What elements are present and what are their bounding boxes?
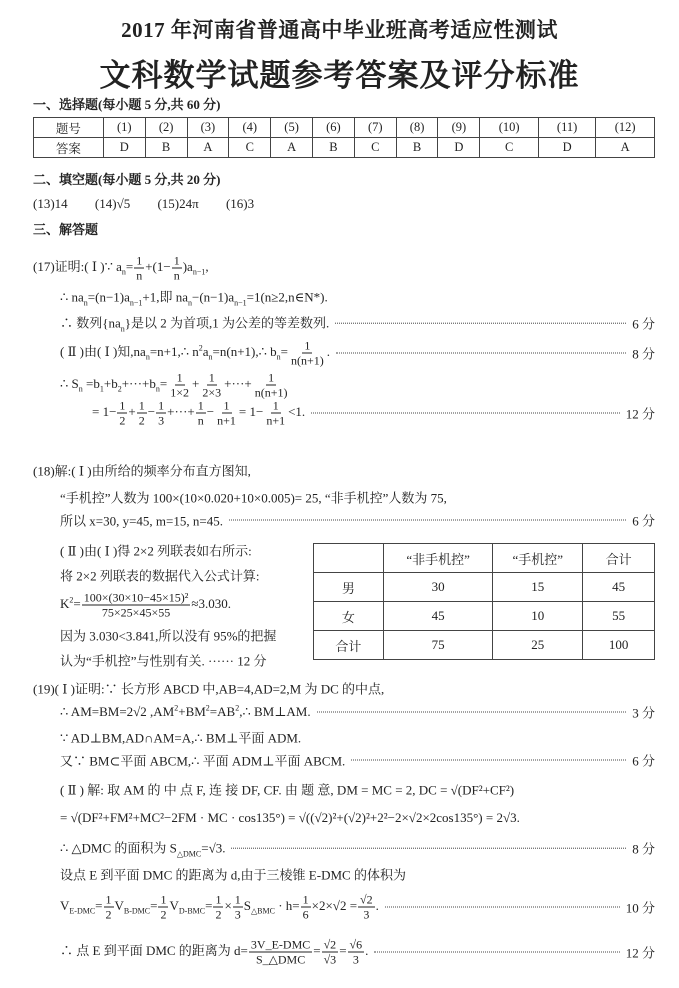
text-run: <1. [288,403,306,419]
line-text [60,704,311,720]
solution-line [60,838,655,859]
text-run: V [60,897,70,913]
numerator: 1 [119,398,126,413]
numerator: 1 [302,892,309,907]
table-cell: 15 [493,573,583,602]
fill-answer: (13)14 [33,196,68,211]
numerator: √6 [349,937,363,952]
denominator: 1×2 [170,385,189,400]
answer-cell: C [354,138,396,158]
numerator: 1 [197,398,204,413]
text-run: =(n−1)a [87,289,130,305]
answer-cell: D [538,138,595,158]
numerator: 1 [138,398,145,413]
text-run: + [128,403,136,419]
text-run: = [313,942,321,958]
dotted-leader [231,848,626,849]
question-number: (12) [596,118,655,138]
denominator: n [173,268,180,283]
numerator: 1 [272,398,279,413]
text-run: +BM [178,704,206,720]
line-text [60,651,267,670]
dotted-leader [385,907,620,908]
line-text [60,287,328,308]
text-run: +···+b [121,375,156,391]
fraction [253,371,290,400]
subscript: n [120,324,125,334]
line-text [60,488,447,507]
text-run: ∴ na [60,289,84,305]
line-text [60,865,406,884]
text-run: 认为“手机控”与性别有关. ······ 12 分 [60,653,267,669]
text-run: = √(DF²+FM²+MC²−2FM · MC · cos135°) = √((√2)²+(√2)²+2²−2×√2×2cos135°) = 2√3. [60,810,520,825]
subscript: n [145,352,150,362]
text-run: (18)解:( Ⅰ )由所给的频率分布直方图知, [33,463,251,479]
text-run: = [73,595,81,611]
subscript: n [155,384,160,394]
subscript: n [78,384,83,394]
answer-cell: C [480,138,539,158]
line-text [60,339,330,368]
subscript: D-BMC [178,906,206,916]
text-run: +b [103,375,118,391]
solution-line [60,703,655,722]
subscript: n [121,267,126,277]
denominator: n+1 [266,413,286,428]
denominator: 2 [160,907,167,922]
solution-line [33,461,251,480]
solution-line [60,541,252,560]
subscript: n−1 [129,298,143,308]
numerator: √2 [360,892,373,907]
denominator: S_△DMC [255,952,306,967]
dotted-leader [335,323,626,324]
line-text [60,893,379,922]
text-run: . [326,343,330,359]
question-number: (2) [145,118,187,138]
text-run: a [202,343,209,359]
solution-line [60,287,328,308]
fraction [215,399,238,428]
dotted-leader [317,712,627,713]
superscript: 2 [198,343,203,353]
denominator: n [197,413,204,428]
text-run: −(n−1)a [192,289,235,305]
score-label: 8 分 [632,346,655,362]
solution-line [33,679,384,698]
denominator: 2 [215,907,222,922]
text-run: =AB [209,704,236,720]
line-text [60,541,252,560]
table-row [34,138,655,158]
table-cell: 30 [383,573,493,602]
denominator: 3 [363,907,370,922]
table-cell: 10 [493,602,583,631]
document-title: 文科数学试题参考答案及评分标准 [99,58,580,94]
fill-answer: (14)√5 [94,196,131,211]
numerator: 1 [234,892,241,907]
denominator: 75×25×45×55 [101,605,171,620]
superscript: 2 [205,703,210,713]
table-cell: 女 [314,602,384,631]
text-run: +1,即 na [142,289,189,305]
denominator: 2 [105,907,112,922]
text-run: = 1− [92,403,117,419]
solution-line [60,810,520,826]
table-cell: 100 [583,631,655,660]
solution-line [60,751,655,770]
line-text [92,399,305,428]
answer-cell: D [438,138,480,158]
text-run: . [375,897,379,913]
answer-cell: A [596,138,655,158]
subscript: B-DMC [123,906,151,916]
section1-title: 一、选择题(每小题 5 分,共 60 分) [33,97,221,112]
subscript: n−1 [192,267,206,277]
numerator: 1 [173,253,180,268]
solution-line [33,254,209,283]
dotted-leader [336,353,626,354]
table-cell: “非手机控” [383,544,493,573]
fraction [200,371,223,400]
table-row [314,631,655,660]
denominator: 2×3 [202,385,222,400]
solution-line [60,339,655,368]
table-header-row [314,544,655,573]
section2-title: 二、填空题(每小题 5 分,共 20 分) [33,172,221,187]
answer-cell: A [187,138,229,158]
fraction [196,399,206,428]
line-text [60,780,514,799]
solution-line [60,591,231,620]
denominator: n(n+1) [290,353,324,368]
text-run: × [224,897,232,913]
text-run: ( Ⅱ )由( Ⅰ )知,na [60,343,146,359]
subscript: n [188,298,193,308]
score-label: 12 分 [625,945,655,961]
solution-line [60,780,514,799]
solution-line [60,728,301,747]
table-cell: “手机控” [493,544,583,573]
answer-cell: A [271,138,313,158]
exam-title: 2017 年河南省普通高中毕业班高考适应性测试 [121,18,558,42]
fraction [213,893,223,922]
question-number: (8) [396,118,438,138]
text-run: , [205,258,209,274]
text-run: ∴ AM=BM=2√2 ,AM [60,704,175,720]
text-run: =1(n≥2,n∈N*). [246,289,328,305]
answer-cell: B [313,138,355,158]
numerator: 1 [223,398,230,413]
subscript: n [83,298,88,308]
fraction [158,893,168,922]
dotted-leader [351,760,626,761]
line-text [60,728,301,747]
text-run: V [169,897,179,913]
score-label: 6 分 [632,753,655,769]
superscript: 2 [235,703,240,713]
question-number: (10) [480,118,539,138]
text-run: ×2×√2 = [311,897,358,913]
fill-in-answers [33,196,276,212]
score-label: 8 分 [632,841,655,857]
text-run: (19)( Ⅰ )证明:∵ 长方形 ABCD 中,AB=4,AD=2,M 为 DC 的中点, [33,681,385,697]
text-run: 将 2×2 列联表的数据代入公式计算: [60,568,260,584]
line-text [60,511,223,530]
numerator: √2 [323,937,337,952]
text-run: = [95,897,103,913]
text-run: ∵ AD⊥BM,AD∩AM=A,∴ BM⊥平面 ADM. [60,730,302,746]
numerator: 1 [176,370,183,385]
superscript: 2 [174,703,179,713]
fraction [134,254,144,283]
table-cell: 男 [314,573,384,602]
text-run: =√3. [201,840,226,856]
line-text [60,838,225,859]
fill-answer: (15)24π [157,196,199,211]
denominator: 2 [119,413,126,428]
denominator: 6 [302,907,309,922]
table-cell: 45 [383,602,493,631]
text-run: }是以 2 为首项,1 为公差的等差数列. [124,315,330,331]
subscript: △BMC [251,906,275,916]
text-run: ( Ⅱ )由( Ⅰ )得 2×2 列联表如右所示: [60,543,252,559]
solution-line [60,938,655,967]
denominator: 3 [352,952,359,967]
question-number: (5) [271,118,313,138]
answer-cell: B [145,138,187,158]
fraction [264,399,287,428]
text-run: (17)证明:( Ⅰ )∵ a [33,258,122,274]
text-run: − [206,403,215,419]
numerator: 1 [136,253,143,268]
fraction [137,399,147,428]
table-row [314,573,655,602]
fraction [301,893,311,922]
text-run: ≈3.030. [191,595,232,611]
text-run: +···+ [167,403,195,419]
fraction [233,893,243,922]
score-label: 10 分 [625,900,655,916]
text-run: +···+ [224,375,252,391]
line-text [60,591,231,620]
row-label: 题号 [34,118,104,138]
dotted-leader [311,413,620,414]
solution-line [60,511,655,530]
line-text [60,626,276,645]
text-run: + [191,375,200,391]
text-run: K [60,595,70,611]
question-number: (11) [538,118,595,138]
text-run: ( Ⅱ ) 解: 取 AM 的 中 点 F, 连 接 DF, CF. 由 题 意, DM = MC = 2, DC = √(DF²+CF²) [60,782,515,798]
line-text [60,371,291,400]
text-run: +(1− [145,258,171,274]
solution-line [60,865,406,884]
dotted-leader [229,520,626,521]
table-cell: 75 [383,631,493,660]
subscript: n [208,352,213,362]
solution-line [60,626,276,645]
subscript: n [276,352,281,362]
text-run: 因为 3.030<3.841,所以没有 95%的把握 [60,628,277,644]
fraction [289,339,326,368]
score-label: 3 分 [632,705,655,721]
numerator: 1 [105,892,112,907]
answer-cell: C [229,138,271,158]
numerator: 1 [268,370,275,385]
numerator: 1 [208,370,215,385]
question-number: (1) [103,118,145,138]
superscript: 2 [69,595,74,605]
text-run: . [365,942,369,958]
numerator: 1 [158,398,165,413]
table-cell: 55 [583,602,655,631]
numerator: 3V_E-DMC [250,937,311,952]
subscript: 1 [99,384,104,394]
text-run: 又∵ BM⊂平面 ABCM,∴ 平面 ADM⊥平面 ABCM. [60,753,346,769]
solution-line [60,488,447,507]
text-run: =n+1,∴ n [149,343,199,359]
solution-line [60,651,267,670]
solution-line [60,566,259,585]
text-run: = [159,375,168,391]
fill-answer: (16)3 [225,196,255,211]
table-row [34,118,655,138]
section3-title: 三、解答题 [33,222,99,237]
fraction [156,399,166,428]
text-run: ,∴ BM⊥AM. [239,704,311,720]
text-run: = [339,942,347,958]
solution-line [60,893,655,922]
subscript: E-DMC [69,906,96,916]
contingency-table [313,543,655,660]
denominator: n [136,268,143,283]
text-run: 设点 E 到平面 DMC 的距离为 d,由于三棱锥 E-DMC 的体积为 [60,867,406,883]
score-label: 12 分 [625,406,655,422]
text-run: )a [182,258,193,274]
denominator: n(n+1) [254,385,288,400]
table-cell: 25 [493,631,583,660]
text-run: V [114,897,124,913]
text-run: = [150,897,158,913]
denominator: 2 [138,413,145,428]
table-cell: 合计 [583,544,655,573]
text-run: =n(n+1),∴ b [212,343,277,359]
solution-line [60,371,291,400]
answer-cell: B [396,138,438,158]
text-run: =b [82,375,100,391]
text-run: · h= [274,897,300,913]
text-run: − [147,403,156,419]
score-label: 6 分 [632,316,655,332]
question-number: (9) [438,118,480,138]
table-cell: 合计 [314,631,384,660]
fraction [348,938,365,967]
fraction [168,371,191,400]
solution-line [60,313,655,334]
line-text [33,461,251,480]
table-cell [314,544,384,573]
subscript: △DMC [176,849,202,859]
subscript: 2 [117,384,122,394]
text-run: “手机控”人数为 100×(10×0.020+10×0.005)= 25, “非手机控”人数为 75, [60,490,447,506]
fraction [249,938,312,967]
text-run: = 1− [238,403,264,419]
table-cell: 45 [583,573,655,602]
text-run: = [205,897,213,913]
fraction [117,399,127,428]
numerator: 1 [160,892,167,907]
fraction [82,591,191,620]
numerator: 1 [215,892,222,907]
numerator: 1 [304,338,311,353]
answer-cell: D [103,138,145,158]
question-number: (6) [313,118,355,138]
line-text [60,566,259,585]
fraction [104,893,114,922]
denominator: √3 [323,952,337,967]
text-run: = [125,258,134,274]
line-text [60,810,520,826]
dotted-leader [374,952,619,953]
fraction [322,938,339,967]
row-label: 答案 [34,138,104,158]
text-run: 所以 x=30, y=45, m=15, n=45. [60,513,223,529]
table-row [314,602,655,631]
text-run: S [243,897,252,913]
question-number: (7) [354,118,396,138]
line-text [60,313,329,334]
line-text [60,751,345,770]
line-text [60,938,368,967]
denominator: n+1 [217,413,236,428]
text-run: = [280,343,288,359]
question-number: (4) [229,118,271,138]
score-label: 6 分 [632,513,655,529]
line-text [33,679,384,698]
numerator: 100×(30×10−45×15)² [83,590,189,605]
choice-answer-table [33,117,655,158]
question-number: (3) [187,118,229,138]
denominator: 3 [158,413,165,428]
fraction [172,254,182,283]
line-text [33,254,209,283]
text-run: ∴ S [60,375,79,391]
solution-line [92,399,655,428]
text-run: ∴ 点 E 到平面 DMC 的距离为 d= [60,942,248,958]
text-run: ∴ △DMC 的面积为 S [60,840,177,856]
denominator: 3 [234,907,241,922]
fraction [358,893,375,922]
text-run: ∴ 数列{na [60,315,121,331]
subscript: n−1 [234,298,247,308]
